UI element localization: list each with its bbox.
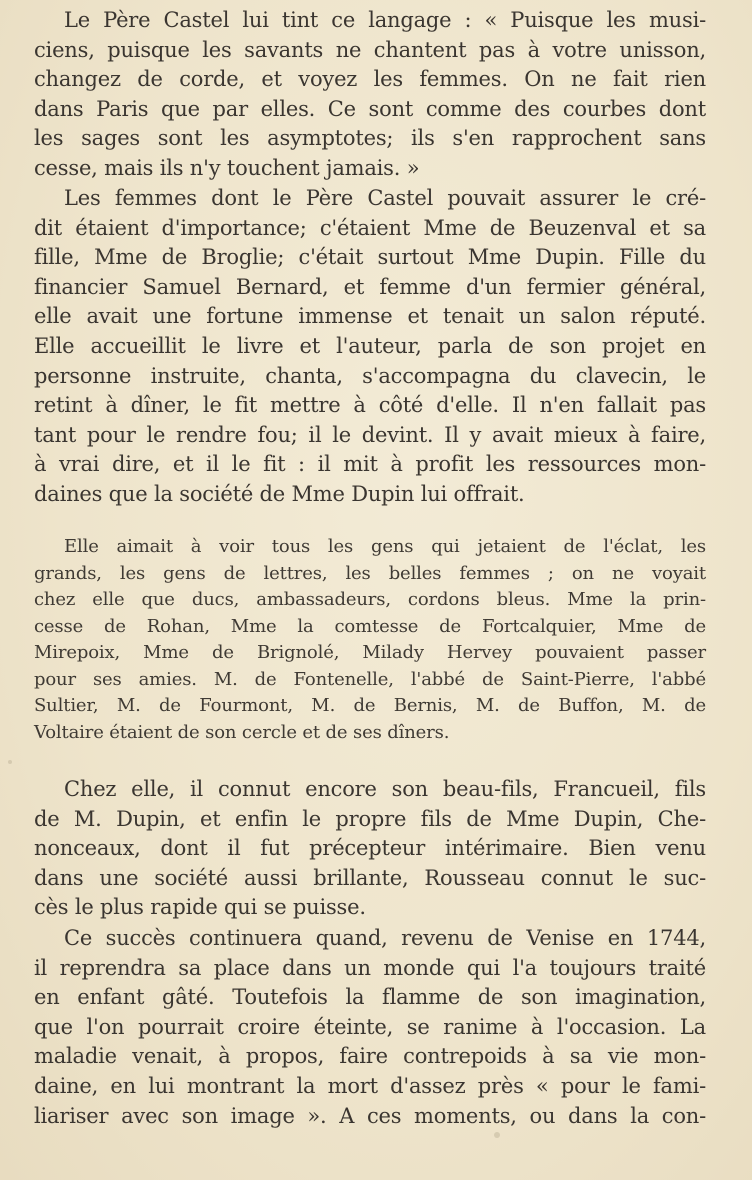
text-line: personne instruite, chanta, s'accompagna du clavecin, le — [34, 363, 706, 388]
text-line: Voltaire étaient de son cercle et de ses dîners. — [34, 721, 450, 743]
text-line: cesse, mais ils n'y touchent jamais. » — [34, 155, 420, 180]
text-line: maladie venait, à propos, faire contrepoids à sa vie mon- — [34, 1044, 706, 1069]
text-line: liariser avec son image ». A ces moments, ou dans la con- — [34, 1103, 706, 1128]
quotation-block — [34, 534, 706, 746]
paragraph-succes — [34, 924, 706, 1131]
text-line: que l'on pourrait croire éteinte, se ranime à l'occasion. La — [34, 1014, 706, 1039]
text-line: à vrai dire, et il le fit : il mit à profit les ressources mon- — [34, 452, 706, 477]
text-line: il reprendra sa place dans un monde qui l'a toujours traité — [34, 955, 706, 980]
text-line: les sages sont les asymptotes; ils s'en rapprochent sans — [34, 126, 706, 151]
text-line: pour ses amies. M. de Fontenelle, l'abbé de Saint-Pierre, l'abbé — [34, 668, 706, 690]
text-line: de M. Dupin, et enfin le propre fils de Mme Dupin, Che- — [34, 806, 706, 831]
text-line: changez de corde, et voyez les femmes. On ne fait rien — [34, 67, 706, 92]
text-line: Elle accueillit le livre et l'auteur, parla de son projet en — [34, 333, 706, 358]
text-line: chez elle que ducs, ambassadeurs, cordons bleus. Mme la prin- — [34, 589, 706, 610]
text-line: Mirepoix, Mme de Brignolé, Milady Hervey pouvaient passer — [34, 642, 706, 663]
paper-speck — [494, 1132, 500, 1138]
text-line: en enfant gâté. Toutefois la flamme de son imagination, — [34, 985, 706, 1010]
text-line: financier Samuel Bernard, et femme d'un fermier général, — [34, 274, 706, 299]
text-line: tant pour le rendre fou; il le devint. Il y avait mieux à faire, — [34, 422, 706, 447]
text-line: Chez elle, il connut encore son beau-fils, Francueil, fils — [64, 777, 706, 801]
text-line: Ce succès continuera quand, revenu de Venise en 1744, — [64, 926, 706, 950]
text-line: dit étaient d'importance; c'étaient Mme de Beuzenval et sa — [34, 215, 706, 240]
text-line: fille, Mme de Broglie; c'était surtout Mme Dupin. Fille du — [34, 245, 706, 270]
text-line: grands, les gens de lettres, les belles femmes ; on ne voyait — [34, 562, 706, 584]
text-line: dans une société aussi brillante, Rousseau connut le suc- — [34, 865, 706, 890]
text-line: Le Père Castel lui tint ce langage : « Puisque les musi- — [64, 8, 706, 32]
text-line: cesse de Rohan, Mme la comtesse de Fortcalquier, Mme de — [34, 615, 706, 637]
text-line: cès le plus rapide qui se puisse. — [34, 895, 366, 920]
text-line: elle avait une fortune immense et tenait un salon réputé. — [34, 304, 706, 329]
paragraph-women — [34, 184, 706, 510]
paper-speck — [8, 760, 12, 764]
text-line: daines que la société de Mme Dupin lui offrait. — [34, 481, 525, 506]
text-line: nonceaux, dont il fut précepteur intérimaire. Bien venu — [34, 836, 706, 861]
text-line: retint à dîner, le fit mettre à côté d'elle. Il n'en fallait pas — [34, 393, 706, 418]
text-line: ciens, puisque les savants ne chantent pas à votre unisson, — [34, 37, 706, 62]
text-line: Elle aimait à voir tous les gens qui jetaient de l'éclat, les — [64, 536, 706, 557]
text-line: daine, en lui montrant la mort d'assez près « pour le fami- — [34, 1073, 706, 1098]
text-line: Sultier, M. de Fourmont, M. de Bernis, M. de Buffon, M. de — [34, 695, 706, 716]
paragraph-chez-elle — [34, 775, 706, 923]
text-line: dans Paris que par elles. Ce sont comme des courbes dont — [34, 96, 706, 121]
text-line: Les femmes dont le Père Castel pouvait assurer le cré- — [64, 186, 706, 210]
paragraph-castel-speech — [34, 6, 706, 184]
